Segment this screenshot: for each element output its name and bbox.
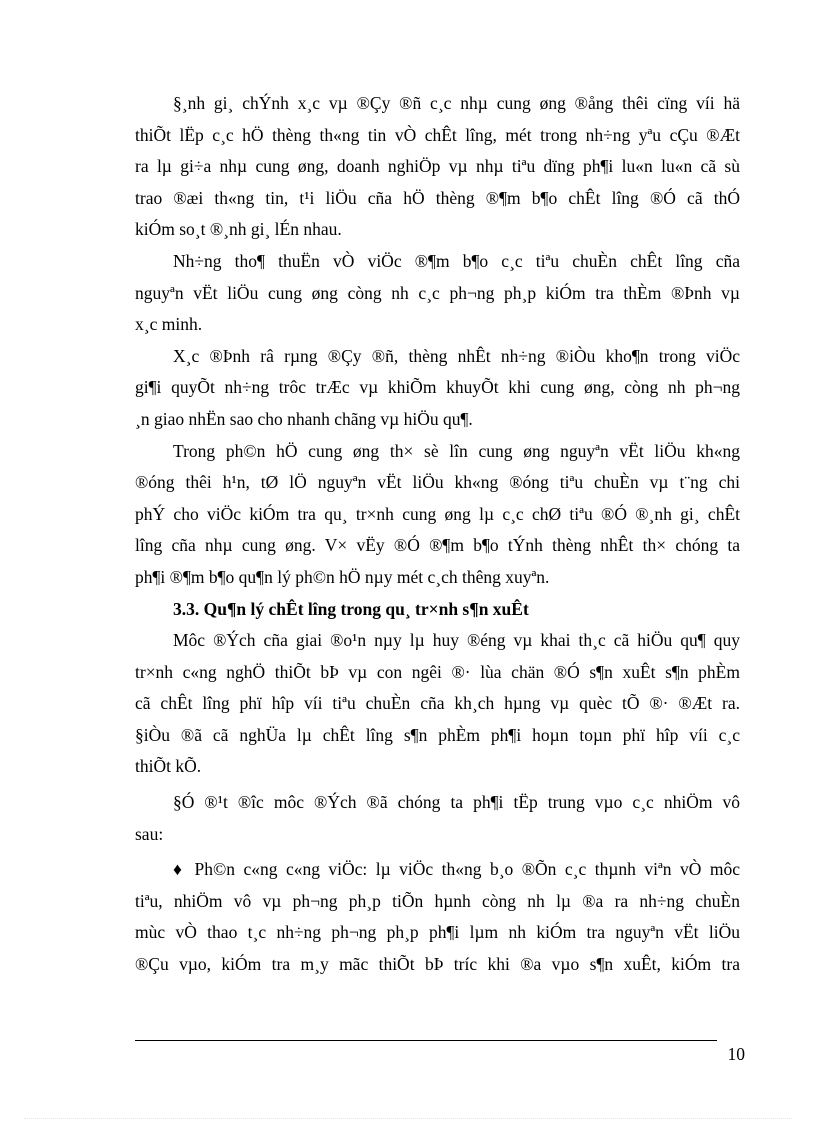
text-line: ♦ Ph©n c«ng c«ng viÖc: lµ viÖc th«ng b¸o ®Õn c¸c thµnh viªn vÒ môc bbox=[173, 859, 740, 880]
text-line: Nh÷ng tho¶ thuËn vÒ viÖc ®¶m b¶o c¸c tiªu chuÈn chÊt lîng cña bbox=[173, 250, 740, 271]
page-bottom-edge bbox=[24, 1118, 792, 1119]
text-line: ®Çu vµo, kiÓm tra m¸y mãc thiÕt bÞ tríc khi ®a vµo s¶n xuÊt, kiÓm tra bbox=[135, 954, 740, 975]
text-line: §iÒu ®ã cã nghÜa lµ chÊt lîng s¶n phÈm ph¶i hoµn toµn phï hîp víi c¸c bbox=[135, 724, 740, 745]
section-heading bbox=[135, 594, 740, 626]
text-line: kiÓm so¸t ®¸nh gi¸ lÉn nhau. bbox=[135, 219, 342, 240]
text-line: cã chÊt lîng phï hîp víi tiªu chuÈn cña kh¸ch hµng vµ quèc tÕ ®· ®Æt ra. bbox=[135, 693, 740, 714]
text-line: tiªu, nhiÖm vô vµ ph¬ng ph¸p tiÕn hµnh còng nh lµ ®a ra nh÷ng chuÈn bbox=[135, 890, 740, 911]
text-line: thiÕt lËp c¸c hÖ thèng th«ng tin vÒ chÊt lîng, mét trong nh÷ng yªu cÇu ®Æt bbox=[135, 124, 740, 145]
text-line: §¸nh gi¸ chÝnh x¸c vµ ®Çy ®ñ c¸c nhµ cung øng ®ång thêi cïng víi hä bbox=[173, 93, 740, 113]
text-line: ra lµ gi÷a nhµ cung øng, doanh nghiÖp vµ nhµ tiªu dïng ph¶i lu«n lu«n cã sù bbox=[135, 156, 740, 177]
text-line: X¸c ®Þnh râ rµng ®Çy ®ñ, thèng nhÊt nh÷ng ®iÒu kho¶n trong viÖc bbox=[173, 345, 740, 366]
paragraph-tasks-intro bbox=[135, 787, 740, 850]
footer-divider bbox=[135, 1040, 717, 1041]
section-heading-text: 3.3. Qu¶n lý chÊt lîng trong qu¸ tr×nh s¶n xuÊt bbox=[173, 598, 529, 619]
text-line: tr×nh c«ng nghÖ thiÕt bÞ vµ con ngêi ®· lùa chän ®Ó s¶n xuÊt s¶n phÈm bbox=[135, 661, 740, 682]
text-line: ®óng thêi h¹n, tØ lÖ nguyªn vËt liÖu kh«ng ®óng tiªu chuÈn vµ t¨ng chi bbox=[135, 472, 740, 493]
paragraph-supplier-evaluation bbox=[135, 88, 740, 246]
text-line: ph¶i ®¶m b¶o qu¶n lý ph©n hÖ nµy mét c¸ch thêng xuyªn. bbox=[135, 566, 550, 587]
text-line: lîng cña nhµ cung øng. V× vËy ®Ó ®¶m b¶o tÝnh thèng nhÊt th× chóng ta bbox=[135, 535, 740, 556]
text-line: gi¶i quyÕt nh÷ng trôc trÆc vµ khiÕm khuyÕt khi cung øng, còng nh ph¬ng bbox=[135, 377, 740, 398]
text-line: thiÕt kÕ. bbox=[135, 756, 202, 777]
paragraph-clear-terms bbox=[135, 341, 740, 436]
text-line: mùc vÒ thao t¸c nh÷ng ph¬ng ph¸p ph¶i lµm nh kiÓm tra nguyªn vËt liÖu bbox=[135, 922, 740, 943]
text-line: ¸n giao nhËn sao cho nhanh chãng vµ hiÖu qu¶. bbox=[135, 408, 473, 429]
text-line: x¸c minh. bbox=[135, 314, 203, 335]
text-line: trao ®æi th«ng tin, t¹i liÖu cña hÖ thèng ®¶m b¶o chÊt lîng ®Ó cã thÓ bbox=[135, 187, 740, 208]
paragraph-supply-subsystem bbox=[135, 436, 740, 594]
text-line: nguyªn vËt liÖu cung øng còng nh c¸c ph¬ng ph¸p kiÓm tra thÈm ®Þnh vµ bbox=[135, 282, 740, 303]
paragraph-production-purpose bbox=[135, 625, 740, 783]
text-line: §Ó ®¹t ®îc môc ®Ých ®ã chóng ta ph¶i tËp trung vµo c¸c nhiÖm vô bbox=[173, 792, 740, 813]
paragraph-quality-agreements bbox=[135, 246, 740, 341]
paragraph-work-assignment bbox=[135, 854, 740, 980]
text-line: phÝ cho viÖc kiÓm tra qu¸ tr×nh cung øng lµ c¸c chØ tiªu ®Ó ®¸nh gi¸ chÊt bbox=[135, 503, 740, 524]
text-line: Môc ®Ých cña giai ®o¹n nµy lµ huy ®éng vµ khai th¸c cã hiÖu qu¶ quy bbox=[173, 630, 740, 651]
text-line: Trong ph©n hÖ cung øng th× sè lîn cung øng nguyªn vËt liÖu kh«ng bbox=[173, 440, 740, 461]
text-line: sau: bbox=[135, 823, 164, 844]
document-page bbox=[135, 88, 740, 981]
page-number: 10 bbox=[727, 1044, 745, 1064]
